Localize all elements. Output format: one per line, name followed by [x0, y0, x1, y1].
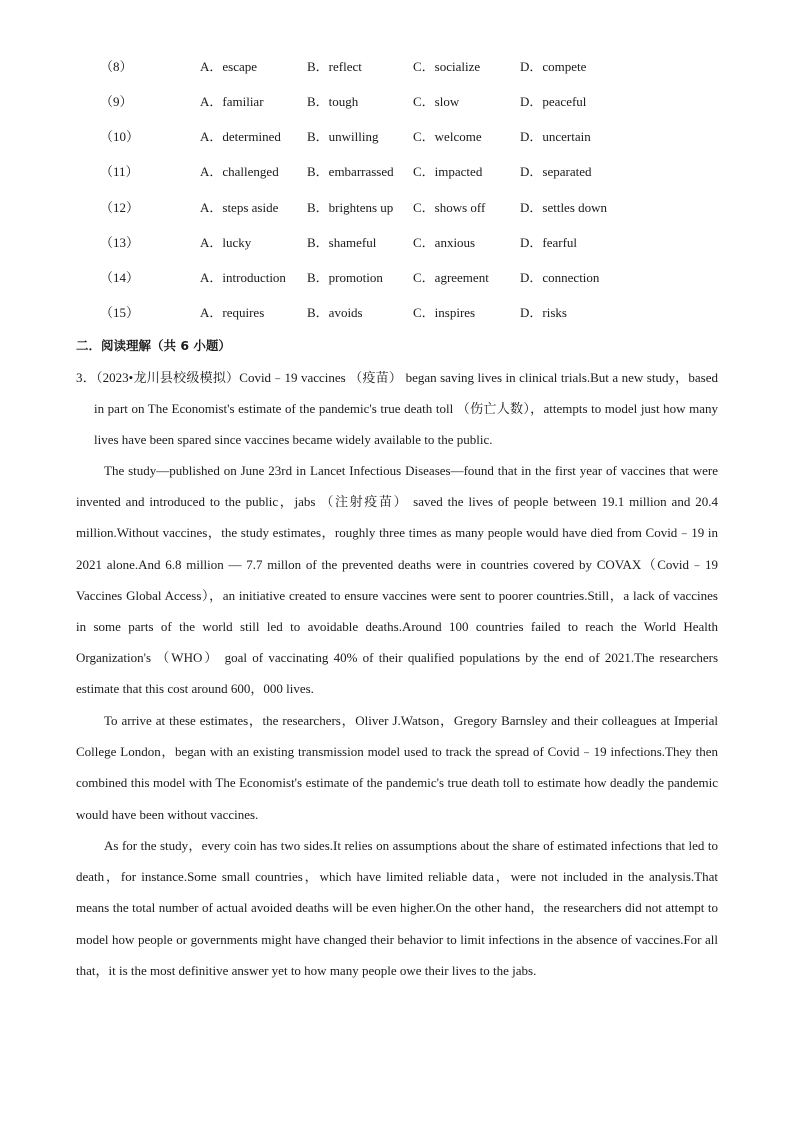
choice-d: D．separated: [520, 164, 592, 179]
passage-paragraph-1: [76, 362, 718, 456]
question-number: （12）: [100, 200, 140, 215]
choice-c: C．slow: [413, 94, 460, 109]
choice-c: C．shows off: [413, 200, 486, 215]
option-row-8: [0, 57, 794, 77]
choice-d: D．connection: [520, 270, 600, 285]
choice-c: C．agreement: [413, 270, 489, 285]
section-heading: 二．阅读理解（共 6 小题）: [76, 338, 231, 353]
choice-a: A．escape: [200, 59, 258, 74]
choice-a: A．requires: [200, 305, 265, 320]
choice-a: A．challenged: [200, 164, 279, 179]
question-number: （9）: [100, 94, 133, 109]
question-number: （8）: [100, 59, 133, 74]
choice-b: B．tough: [307, 94, 359, 109]
passage-paragraph-3: To arrive at these estimates，the researchers，Oliver J.Watson，Gregory Barnsley and their colleagues at Imperial College London，began with an existing transmission model used to track the spread of Covid﹣19 infections.They then combined this model with The Economist's estimate of the pandemic's true death toll to estimate how deadly the pandemic would have been without vaccines.: [76, 713, 718, 822]
choice-b: B．embarrassed: [307, 164, 394, 179]
choice-b: B．shameful: [307, 235, 377, 250]
choice-b: B．avoids: [307, 305, 363, 320]
question-number: （14）: [100, 270, 140, 285]
option-row-13: [0, 233, 794, 253]
question-number: （13）: [100, 235, 140, 250]
option-row-10: [0, 127, 794, 147]
question-number: （11）: [100, 164, 139, 179]
option-row-15: [0, 303, 794, 323]
choice-a: A．steps aside: [200, 200, 279, 215]
paragraph-text: 3．（2023•龙川县校级模拟）Covid﹣19 vaccines （疫苗） began saving lives in clinical trials.But a new study，based in part on The Economist's estimate of the pandemic's true death toll （伤亡人数），attempts to model just how many lives have been spared since vaccines became widely available to the public.: [76, 370, 718, 448]
option-row-11: [0, 162, 794, 182]
choice-b: B．brightens up: [307, 200, 394, 215]
question-number: （10）: [100, 129, 140, 144]
choice-d: D．uncertain: [520, 129, 591, 144]
choice-c: C．socialize: [413, 59, 481, 74]
option-row-14: [0, 268, 794, 288]
choice-b: B．unwilling: [307, 129, 379, 144]
choice-d: D．risks: [520, 305, 567, 320]
choice-c: C．anxious: [413, 235, 476, 250]
choice-d: D．settles down: [520, 200, 608, 215]
choice-c: C．impacted: [413, 164, 483, 179]
option-row-12: [0, 198, 794, 218]
choice-c: C．inspires: [413, 305, 476, 320]
choice-d: D．compete: [520, 59, 587, 74]
choice-a: A．introduction: [200, 270, 286, 285]
choice-a: A．lucky: [200, 235, 252, 250]
choice-c: C．welcome: [413, 129, 482, 144]
choice-b: B．reflect: [307, 59, 362, 74]
passage-paragraph-2: The study—published on June 23rd in Lancet Infectious Diseases—found that in the first year of vaccines that were invented and introduced to the public，jabs （注射疫苗） saved the lives of people between 19.1 million and 20.4 million.Without vaccines，the study estimates，roughly three times as many people would have died from Covid﹣19 in 2021 alone.And 6.8 million — 7.7 millon of the prevented deaths were in countries covered by COVAX（Covid﹣19 Vaccines Global Access），an initiative created to ensure vaccines were sent to poorer countries.Still，a lack of vaccines in some parts of the world still led to avoidable deaths.Around 100 countries failed to reach the World Health Organization's （WHO） goal of vaccinating 40% of their qualified populations by the end of 2021.The researchers estimate that this cost around 600，000 lives.: [76, 463, 718, 697]
question-number: （15）: [100, 305, 140, 320]
choice-a: A．familiar: [200, 94, 264, 109]
choice-b: B．promotion: [307, 270, 383, 285]
passage-paragraph-4: As for the study，every coin has two sides.It relies on assumptions about the share of estimated infections that led to death，for instance.Some small countries，which have limited reliable data，were not included in the analysis.That means the total number of actual avoided deaths will be even higher.On the other hand，the researchers did not attempt to model how people or governments might have changed their behavior to limit infections in the absence of vaccines.For all that，it is the most definitive answer yet to how many people owe their lives to the jabs.: [76, 838, 718, 978]
choice-d: D．peaceful: [520, 94, 587, 109]
option-row-9: [0, 92, 794, 112]
choice-a: A．determined: [200, 129, 281, 144]
choice-d: D．fearful: [520, 235, 578, 250]
